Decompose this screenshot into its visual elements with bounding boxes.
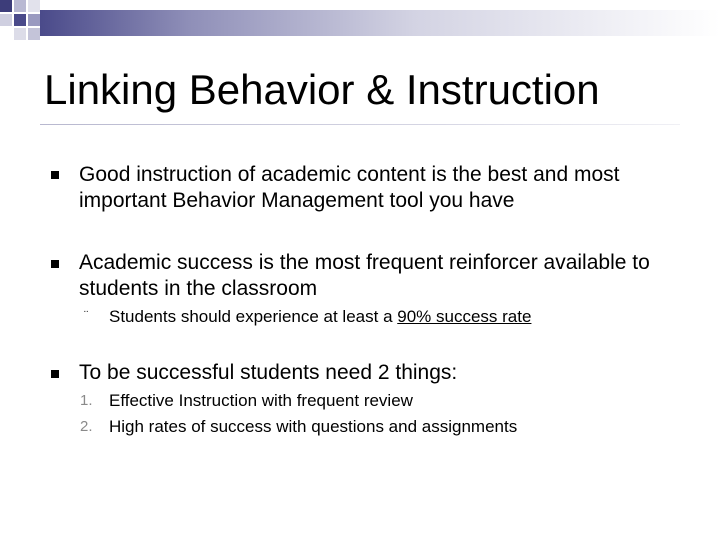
title-divider — [40, 124, 680, 125]
decor-square — [28, 0, 40, 12]
sub-bullet-text-start: Students should experience at least a — [109, 307, 398, 326]
slide-title: Linking Behavior & Instruction — [44, 66, 600, 113]
decor-square — [14, 14, 26, 26]
checkbox-bullet-icon: ¨ — [84, 308, 89, 323]
bullet-text: To be successful students need 2 things: — [79, 361, 458, 384]
numbered-item-text: High rates of success with questions and assignments — [109, 417, 518, 436]
numbered-item-text: Effective Instruction with frequent review — [109, 391, 413, 410]
bullet-text: Academic success is the most frequent reinforcer available to students in the classroom — [79, 251, 650, 300]
bullet-text: Good instruction of academic content is the best and most important Behavior Management tool you have — [79, 163, 620, 212]
header-gradient-bar — [40, 10, 720, 36]
list-number: 1. — [80, 392, 93, 409]
decor-square — [0, 14, 12, 26]
decor-square — [28, 28, 40, 40]
success-rate-emphasis: 90% success rate — [397, 307, 532, 326]
sub-bullet-text — [109, 306, 531, 328]
decor-square — [14, 28, 26, 40]
decor-square — [14, 0, 26, 12]
bullet-square-icon — [51, 370, 59, 378]
decor-square — [28, 14, 40, 26]
decor-square — [0, 0, 12, 12]
bullet-square-icon — [51, 171, 59, 179]
list-number: 2. — [80, 418, 93, 435]
bullet-square-icon — [51, 260, 59, 268]
